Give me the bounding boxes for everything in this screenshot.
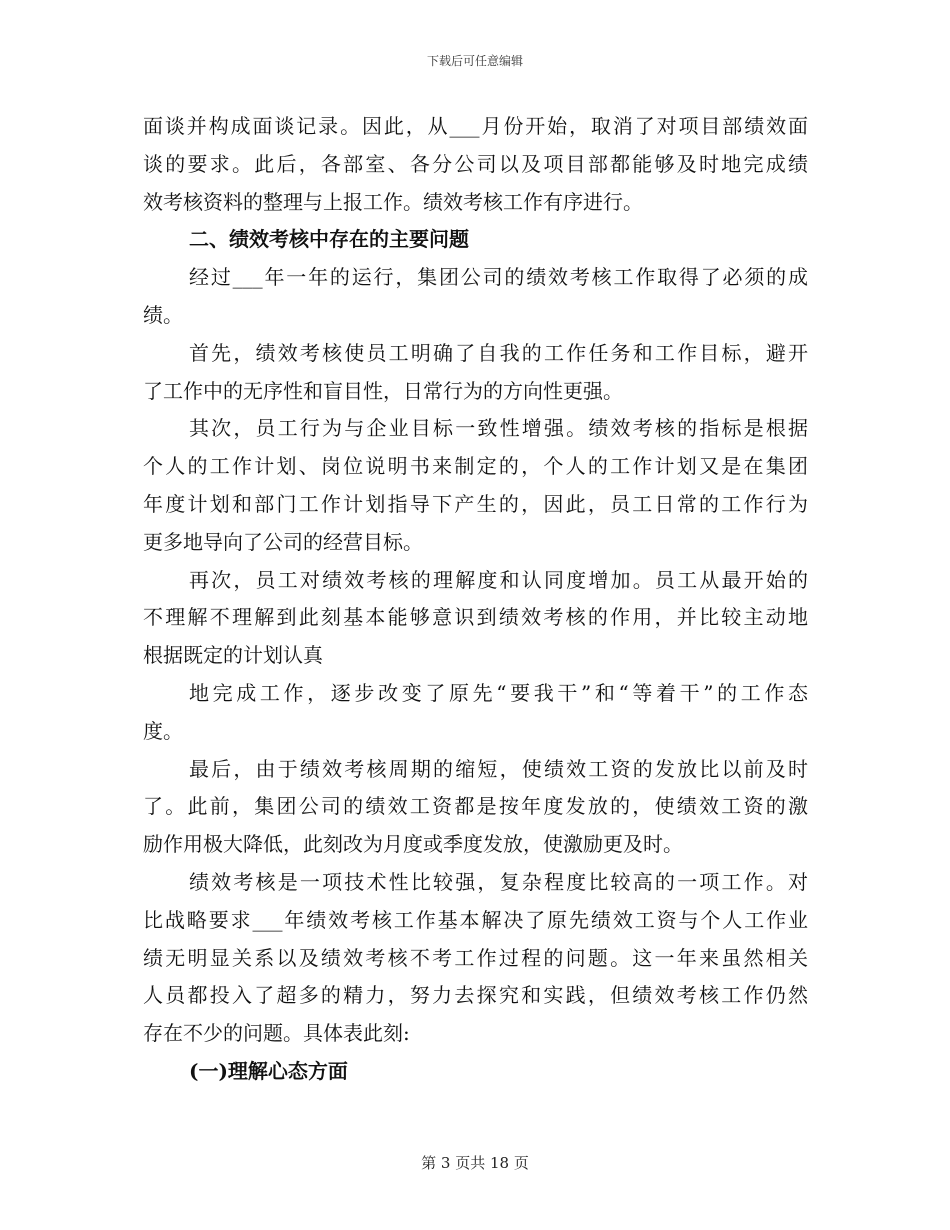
body-line: 更多地导向了公司的经营目标。 xyxy=(143,529,423,554)
body-line: 了。此前，集团公司的绩效工资都是按年度发放的，使绩效工资的激 xyxy=(143,794,808,819)
body-line: 首先，绩效考核使员工明确了自我的工作任务和工作目标，避开 xyxy=(189,340,808,365)
body-line: 其次，员工行为与企业目标一致性增强。绩效考核的指标是根据 xyxy=(189,416,808,441)
body-line: 绩无明显关系以及绩效考核不考工作过程的问题。这一年来虽然相关 xyxy=(143,945,808,970)
document-body xyxy=(143,108,808,1091)
body-line: 地完成工作，逐步改变了原先“要我干”和“等着干”的工作态 xyxy=(189,680,808,705)
body-line: 最后，由于绩效考核周期的缩短，使绩效工资的发放比以前及时 xyxy=(189,756,808,781)
body-line: 存在不少的问题。具体表此刻: xyxy=(143,1021,410,1046)
body-line: 效考核资料的整理与上报工作。绩效考核工作有序进行。 xyxy=(143,189,643,214)
body-line: 个人的工作计划、岗位说明书来制定的，个人的工作计划又是在集团 xyxy=(143,454,808,479)
body-line: 人员都投入了超多的精力，努力去探究和实践，但绩效考核工作仍然 xyxy=(143,983,808,1008)
body-line: 年度计划和部门工作计划指导下产生的，因此，员工日常的工作行为 xyxy=(143,491,808,516)
body-line: 经过___年一年的运行，集团公司的绩效考核工作取得了必须的成 xyxy=(189,265,808,290)
body-line: 谈的要求。此后，各部室、各分公司以及项目部都能够及时地完成绩 xyxy=(143,151,808,176)
body-line: 面谈并构成面谈记录。因此，从___月份开始，取消了对项目部绩效面 xyxy=(143,114,808,138)
body-line: 不理解不理解到此刻基本能够意识到绩效考核的作用，并比较主动地 xyxy=(143,605,808,630)
section-heading: 二、绩效考核中存在的主要问题 xyxy=(189,227,469,252)
body-line: 了工作中的无序性和盲目性，日常行为的方向性更强。 xyxy=(143,378,623,403)
page-header: 下载后可任意编辑 xyxy=(426,54,523,68)
body-line: 根据既定的计划认真 xyxy=(143,643,323,668)
body-line: 比战略要求___年绩效考核工作基本解决了原先绩效工资与个人工作业 xyxy=(143,907,808,932)
body-line: 绩。 xyxy=(143,302,183,327)
body-line: 再次，员工对绩效考核的理解度和认同度增加。员工从最开始的 xyxy=(189,567,808,592)
body-line: 度。 xyxy=(143,718,183,743)
body-line: 励作用极大降低，此刻改为月度或季度发放，使激励更及时。 xyxy=(143,832,683,857)
page-number: 第 3 页共 18 页 xyxy=(421,1154,529,1172)
subsection-heading: (一)理解心态方面 xyxy=(189,1058,348,1083)
body-line: 绩效考核是一项技术性比较强，复杂程度比较高的一项工作。对 xyxy=(189,869,808,894)
